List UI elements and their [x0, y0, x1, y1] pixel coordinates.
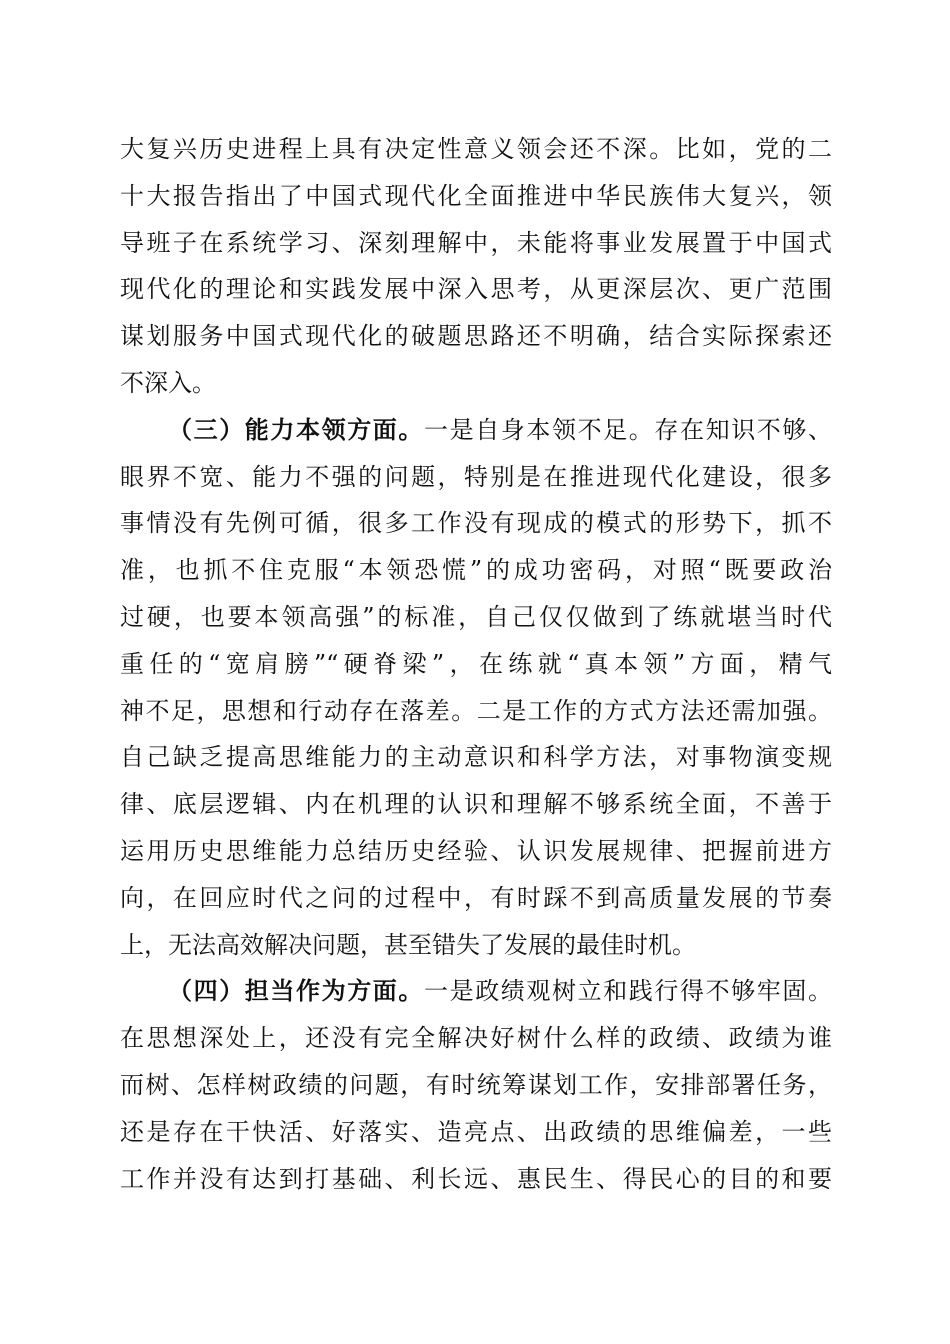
section-first-line-text: 一是自身本领不足。存在知识不够、 [424, 415, 832, 444]
body-line: 律、底层逻辑、内在机理的认识和理解不够系统全面，不善于 [120, 790, 832, 819]
section-first-line [120, 407, 832, 454]
body-line: 不深入。 [120, 368, 216, 397]
section-first-line [120, 968, 832, 1015]
body-line: 而树、怎样树政绩的问题，有时统筹谋划工作，安排部署任务， [120, 1070, 832, 1099]
body-line: 眼界不宽、能力不强的问题，特别是在推进现代化建设，很多 [120, 462, 832, 491]
body-line: 自己缺乏提高思维能力的主动意识和科学方法，对事物演变规 [120, 743, 832, 772]
body-line: 事情没有先例可循，很多工作没有现成的模式的形势下，抓不 [120, 509, 832, 538]
section-heading: （四）担当作为方面。 [168, 976, 424, 1006]
body-line: 谋划服务中国式现代化的破题思路还不明确，结合实际探索还 [120, 322, 832, 351]
body-line: 运用历史思维能力总结历史经验、认识发展规律、把握前进方 [120, 836, 832, 865]
body-line: 过硬，也要本领高强”的标准，自己仅仅做到了练就堪当时代 [120, 602, 832, 631]
body-line: 还是存在干快活、好落实、造亮点、出政绩的思维偏差，一些 [120, 1117, 832, 1146]
section-heading: （三）能力本领方面。 [168, 414, 424, 444]
body-line: 准，也抓不住克服“本领恐慌”的成功密码，对照“既要政治 [120, 556, 832, 585]
body-line: 现代化的理论和实践发展中深入思考，从更深层次、更广范围 [120, 275, 832, 304]
section-first-line-text: 一是政绩观树立和践行得不够牢固。 [424, 977, 832, 1006]
body-line: 神不足，思想和行动存在落差。二是工作的方式方法还需加强。 [120, 696, 832, 725]
body-line: 上，无法高效解决问题，甚至错失了发展的最佳时机。 [120, 930, 696, 959]
body-line: 工作并没有达到打基础、利长远、惠民生、得民心的目的和要 [120, 1164, 832, 1193]
body-line: 向，在回应时代之问的过程中，有时踩不到高质量发展的节奏 [120, 883, 832, 912]
body-line: 重任的“宽肩膀”“硬脊梁”，在练就“真本领”方面，精气 [120, 649, 832, 678]
document-body [120, 126, 832, 1202]
body-line: 导班子在系统学习、深刻理解中，未能将事业发展置于中国式 [120, 228, 832, 257]
body-line: 十大报告指出了中国式现代化全面推进中华民族伟大复兴，领 [120, 181, 832, 210]
body-line: 大复兴历史进程上具有决定性意义领会还不深。比如，党的二 [120, 135, 832, 163]
body-line: 在思想深处上，还没有完全解决好树什么样的政绩、政绩为谁 [120, 1024, 832, 1053]
